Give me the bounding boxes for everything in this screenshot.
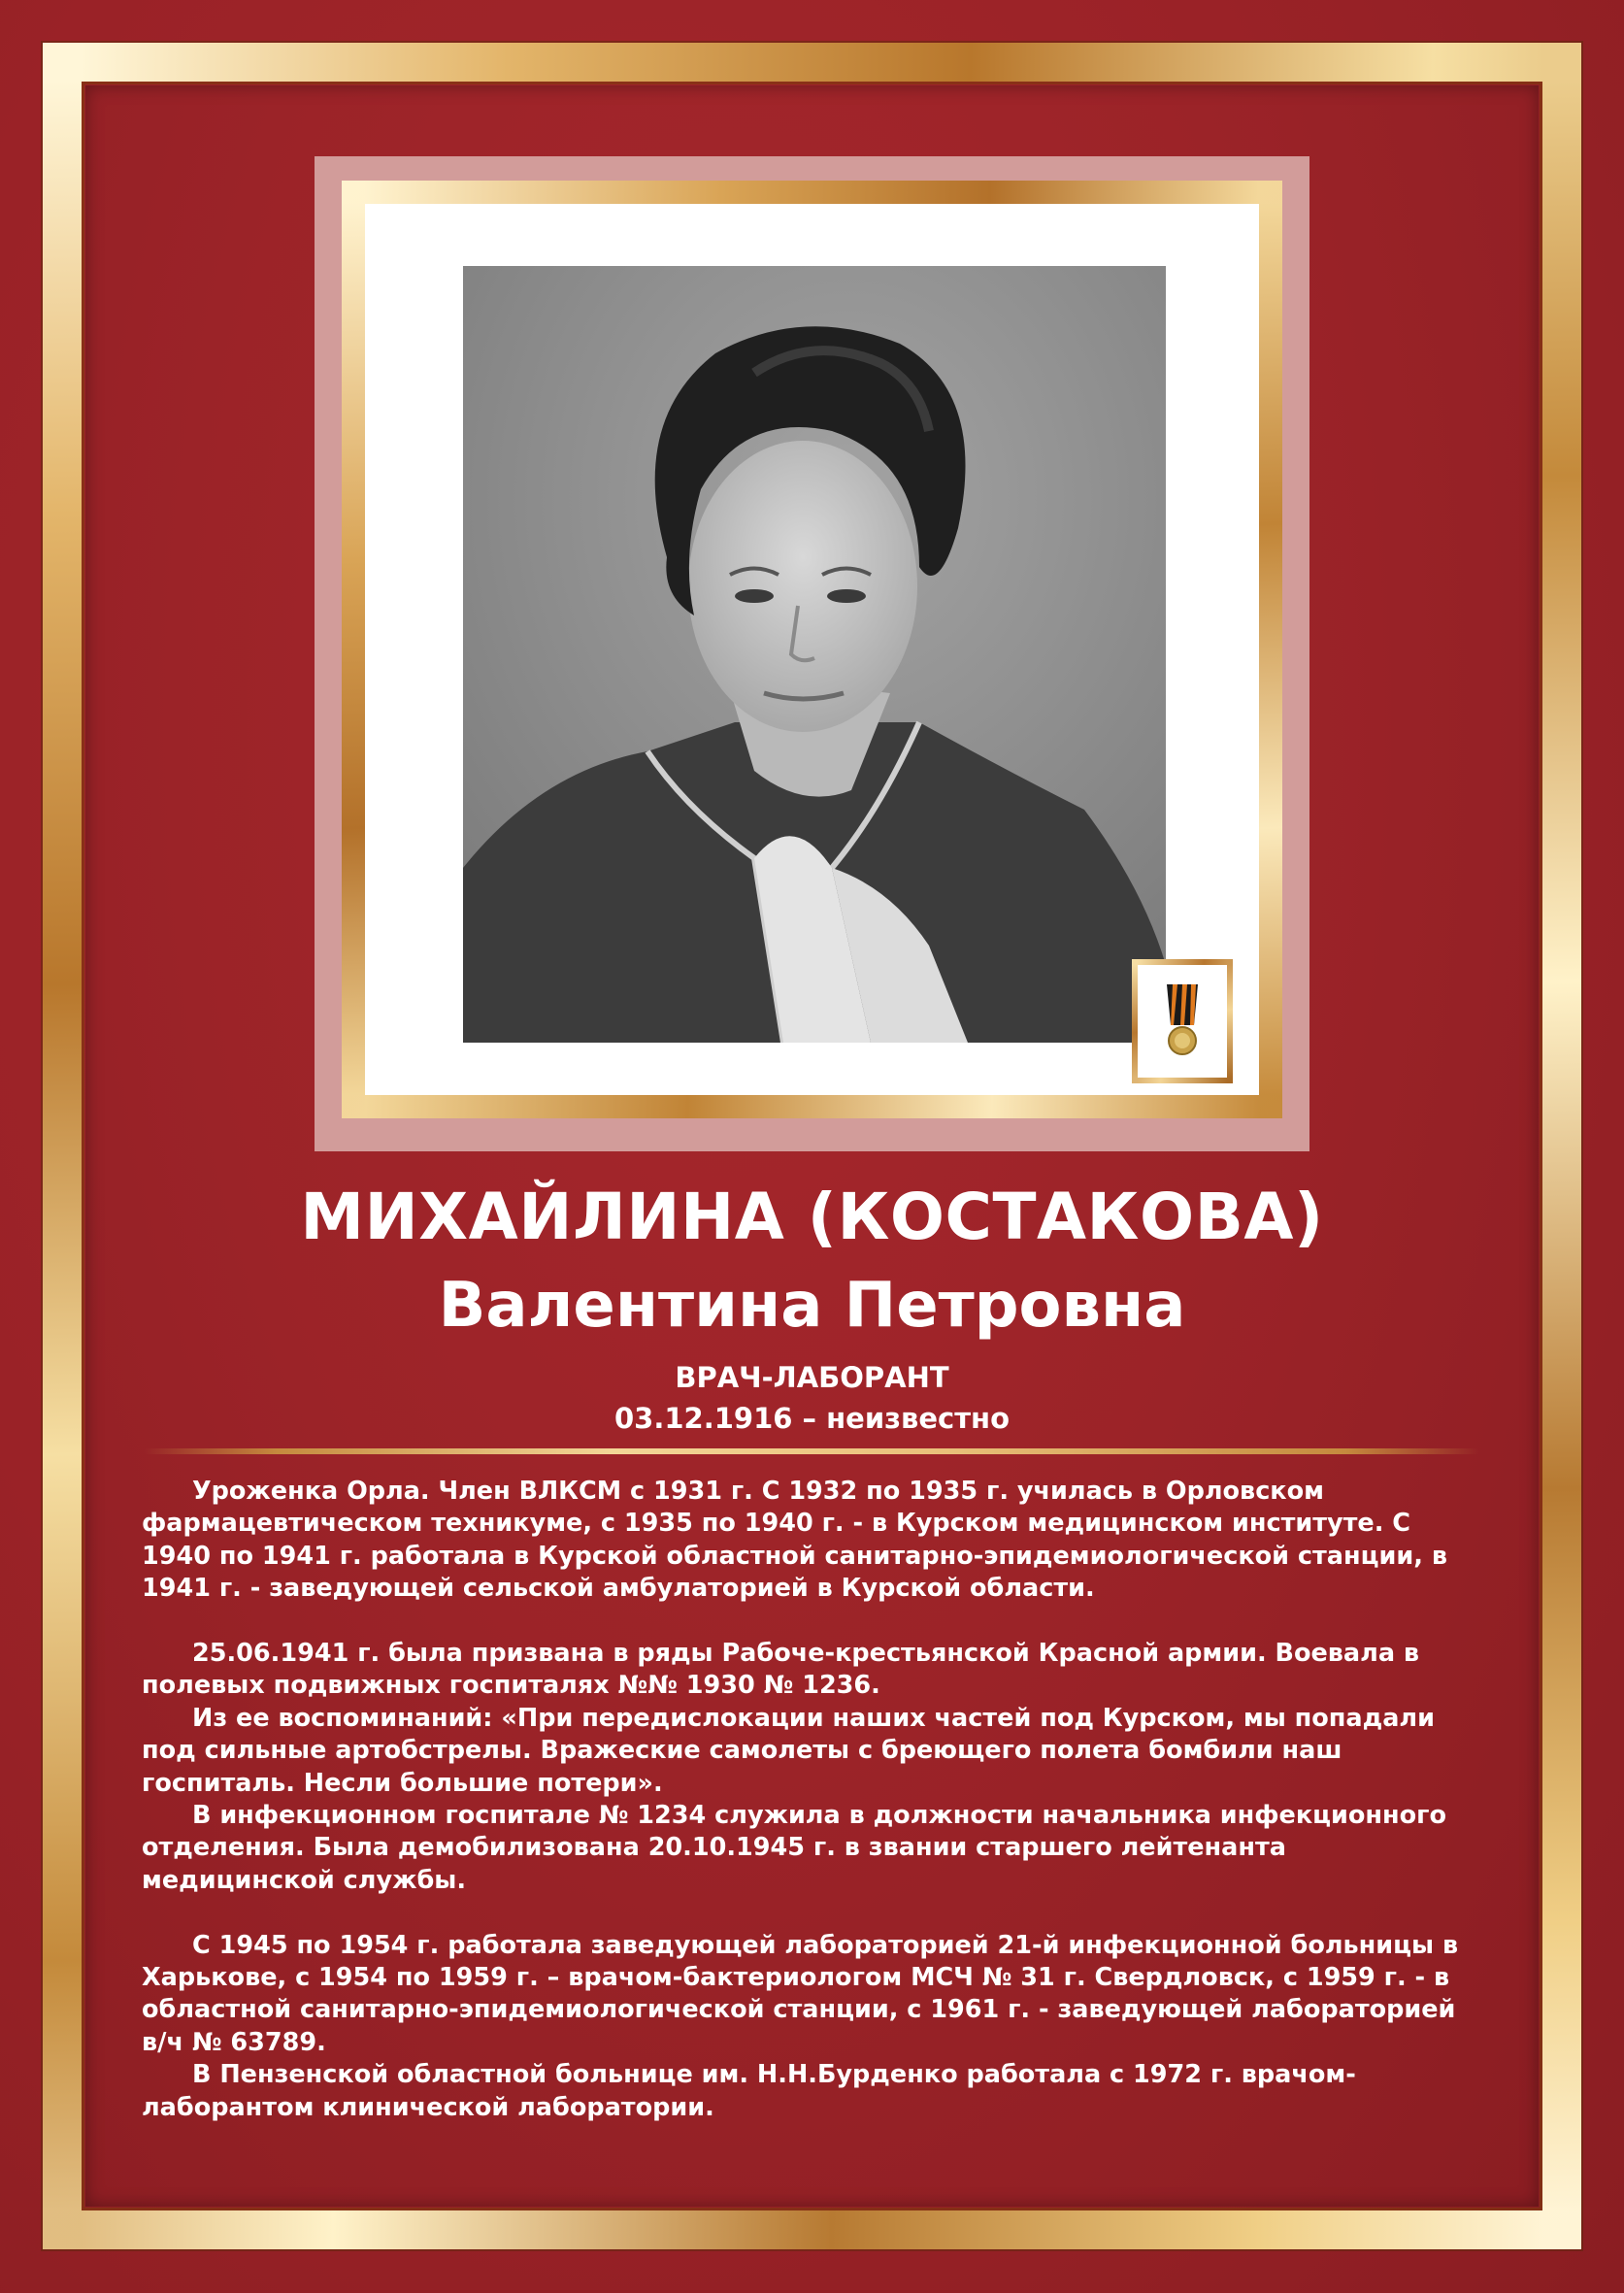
position-title: ВРАЧ-ЛАБОРАНТ	[675, 1361, 949, 1394]
bio-paragraph-4: В инфекционном госпитале № 1234 служила в должности начальника инфекционного отделения. Была демобилизована 20.10.1945 г. в звании старшего лейтенанта медицинской службы.	[142, 1801, 1447, 1895]
bio-paragraph-5: С 1945 по 1954 г. работала заведующей лабораторией 21-й инфекционной больницы в Харькове, с 1954 по 1959 г. – врачом-бактериологом МСЧ № 31 г. Свердловск, с 1959 г. - в областной санитарно-эпидемиологической станции, с 1961 г. - заведующей лабораторией в/ч № 63789.	[142, 1930, 1459, 2057]
surname-heading: МИХАЙЛИНА (КОСТАКОВА)	[300, 1180, 1324, 1254]
bio-paragraph-2: 25.06.1941 г. была призвана в ряды Рабоче-крестьянской Красной армии. Воевала в полевых подвижных госпиталях №№ 1930 № 1236.	[142, 1639, 1420, 1701]
bio-paragraph-1: Уроженка Орла. Член ВЛКСМ с 1931 г. С 1932 по 1935 г. училась в Орловском фармацевтическом техникуме, с 1935 по 1940 г. - в Курском медицинском институте. С 1940 по 1941 г. работала в Курской областной санитарно-эпидемиологической станции, в 1941 г. - заведующей сельской амбулаторией в Курской области.	[142, 1477, 1447, 1604]
portrait-photo	[463, 266, 1166, 1043]
medal-icon	[1138, 965, 1227, 1078]
medal-badge	[1132, 959, 1233, 1083]
bio-paragraph-6: В Пензенской областной больнице им. Н.Н.Бурденко работала с 1972 г. врачом-лаборантом клинической лаборатории.	[142, 2060, 1356, 2122]
paragraph-gap	[142, 1606, 1481, 1638]
bio-paragraph-3: Из ее воспоминаний: «При передислокации наших частей под Курском, мы попадали под сильные артобстрелы. Вражеские самолеты с бреющего полета бомбили наш госпиталь. Несли большие потери».	[142, 1703, 1435, 1798]
life-dates: 03.12.1916 – неизвестно	[613, 1402, 1010, 1435]
biography	[142, 1476, 1481, 2124]
portrait-illustration	[463, 266, 1166, 1043]
gold-divider	[144, 1448, 1479, 1454]
given-name-heading: Валентина Петровна	[438, 1270, 1186, 1342]
paragraph-gap	[142, 1897, 1481, 1929]
